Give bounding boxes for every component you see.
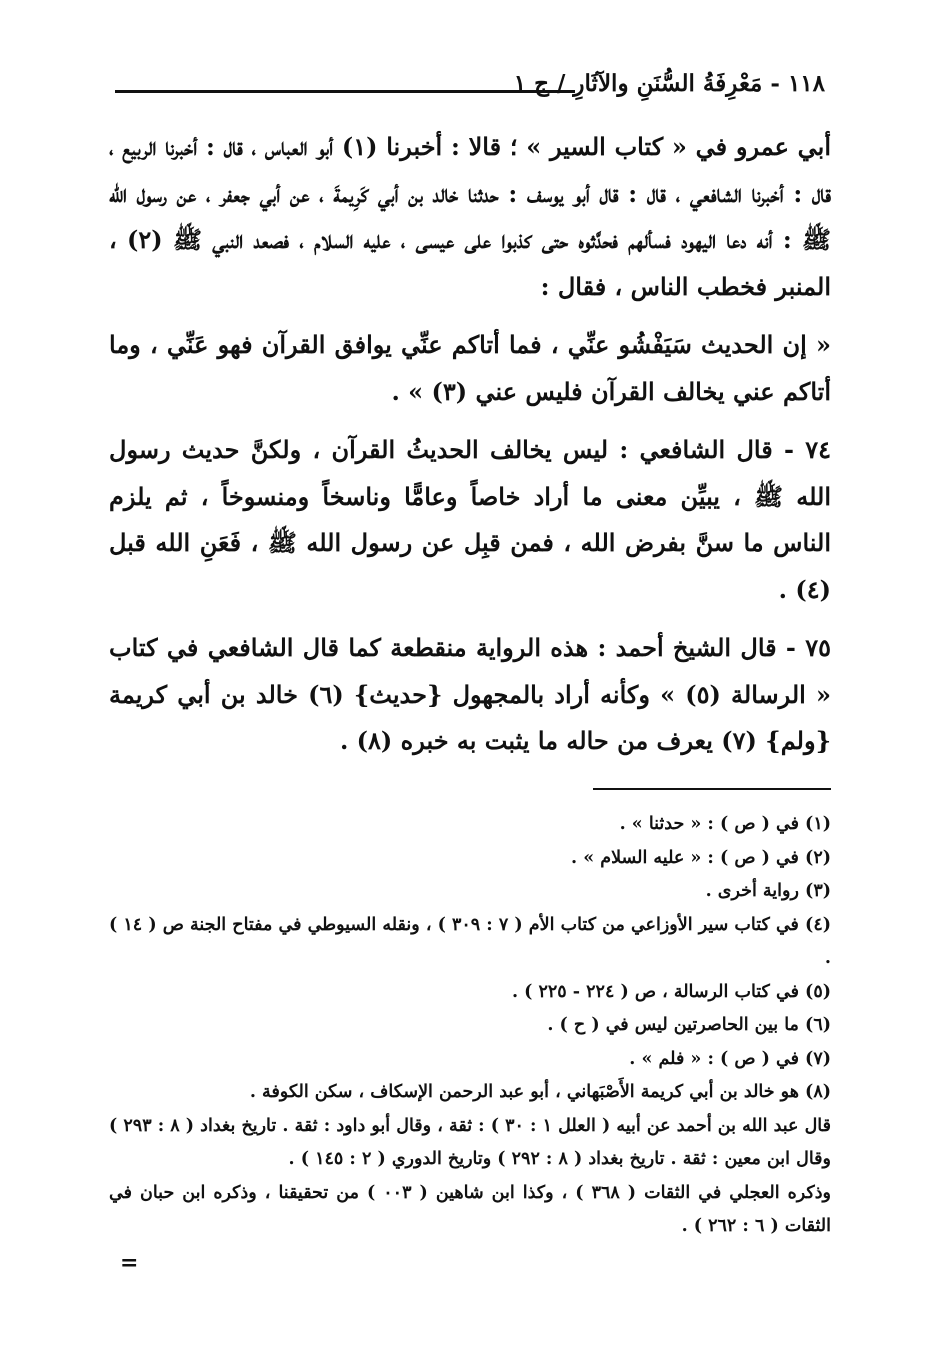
footnote-1: (١) في ( ص ) : « حدثنا » . (619, 814, 831, 834)
continuation-mark: = (120, 1250, 139, 1276)
footnote-3: (٣) رواية أخرى . (705, 881, 831, 901)
footnotes (109, 808, 831, 1244)
paragraph-74: ٧٤ - قال الشافعي : ليس يخالف الحديثُ القرآن ، ولكنَّ حديث رسول الله ﷺ ، يبيِّن معنى ما أراد خاصاً وعامًّا وناسخاً ومنسوخاً ، ثم يلزم الناس ما سنَّ بفرض الله ، فمن قبِل عن رسول الله ﷺ ، فَعَنِ الله قبل (٤) . (109, 435, 831, 604)
header-rule (115, 90, 575, 93)
paragraph-75: ٧٥ - قال الشيخ أحمد : هذه الرواية منقطعة كما قال الشافعي في كتاب « الرسالة (٥) » وكأنه أراد بالمجهول {حديث} (٦) خالد بن أبي كريمة {ولم} (٧) يعرف من حاله ما يثبت به خبره (٨) . (109, 633, 832, 755)
footnote-7: (٧) في ( ص ) : « فلم » . (629, 1048, 831, 1069)
footnote-4: (٤) في كتاب سير الأوزاعي من كتاب الأم ( ٧ : ٣٠٩ ) ، ونقله السيوطي في مفتاح الجنة ص ( ١٤ ) . (109, 914, 831, 968)
paragraph-hadith-quote: « إن الحديث سَيَفْشُو عنِّي ، فما أتاكم عنِّي يوافق القرآن فهو عَنِّي ، وما أتاكم عني يخالف القرآن فليس عني (٣) » . (109, 330, 831, 406)
main-text (109, 124, 831, 777)
footnote-5: (٥) في كتاب الرسالة ، ص ( ٢٢٤ - ٢٢٥ ) . (511, 981, 831, 1002)
paragraph-chain-of-narration: أبي عمرو في « كتاب السير » ؛ قالا : أخبرنا (١) أبو العباس ، قال : أخبرنا الربيع ، قال : أخبرنا الشافعي ، قال : قال أبو يوسف : حدثنا خالد بن أبي كَرِيمةَ ، عن أبي جعفر ، عن رسول الله ﷺ : أنه دعا اليهود فسألهم فحدَّثوه حتى كذبوا على عيسى ، عليه السلام ، فصعد النبي ﷺ (٢) ، المنبر فخطب الناس ، فقال : (109, 132, 832, 301)
footnote-8-continued: قال عبد الله بن أحمد عن أبيه ( العلل ١ : ٣٠ ) : ثقة ، وقال أبو داود : ثقة . تاريخ بغداد ( ٨ : ٢٩٣ ) وقال ابن معين : ثقة . تاريخ بغداد ( ٨ : ٢٩٢ ) وتاريخ الدوري ( ٢ : ١٤٥ ) . (109, 1115, 831, 1169)
footnote-8-continued-2: وذكره العجلي في الثقات ( ٣٦٨ ) ، وكذا ابن شاهين ( ٠٠٣ ) من تحقيقنا ، وذكره ابن حبان في الثقات ( ٦ : ٢٦٢ ) . (109, 1182, 831, 1236)
running-title: ١١٨ - مَعْرِفَةُ السُّنَنِ والآثَارِ / ج ١ (513, 70, 825, 97)
footnote-8: (٨) هو خالد بن أبي كريمة الأَصْبَهاني ، أبو عبد الرحمن الإسكاف ، سكن الكوفة . (249, 1082, 831, 1102)
page-header (115, 64, 825, 104)
footnote-2: (٢) في ( ص ) : « عليه السلام » . (571, 847, 831, 868)
footnote-separator (593, 788, 831, 790)
footnote-6: (٦) ما بين الحاصرتين ليس في ( ح ) . (547, 1015, 831, 1035)
